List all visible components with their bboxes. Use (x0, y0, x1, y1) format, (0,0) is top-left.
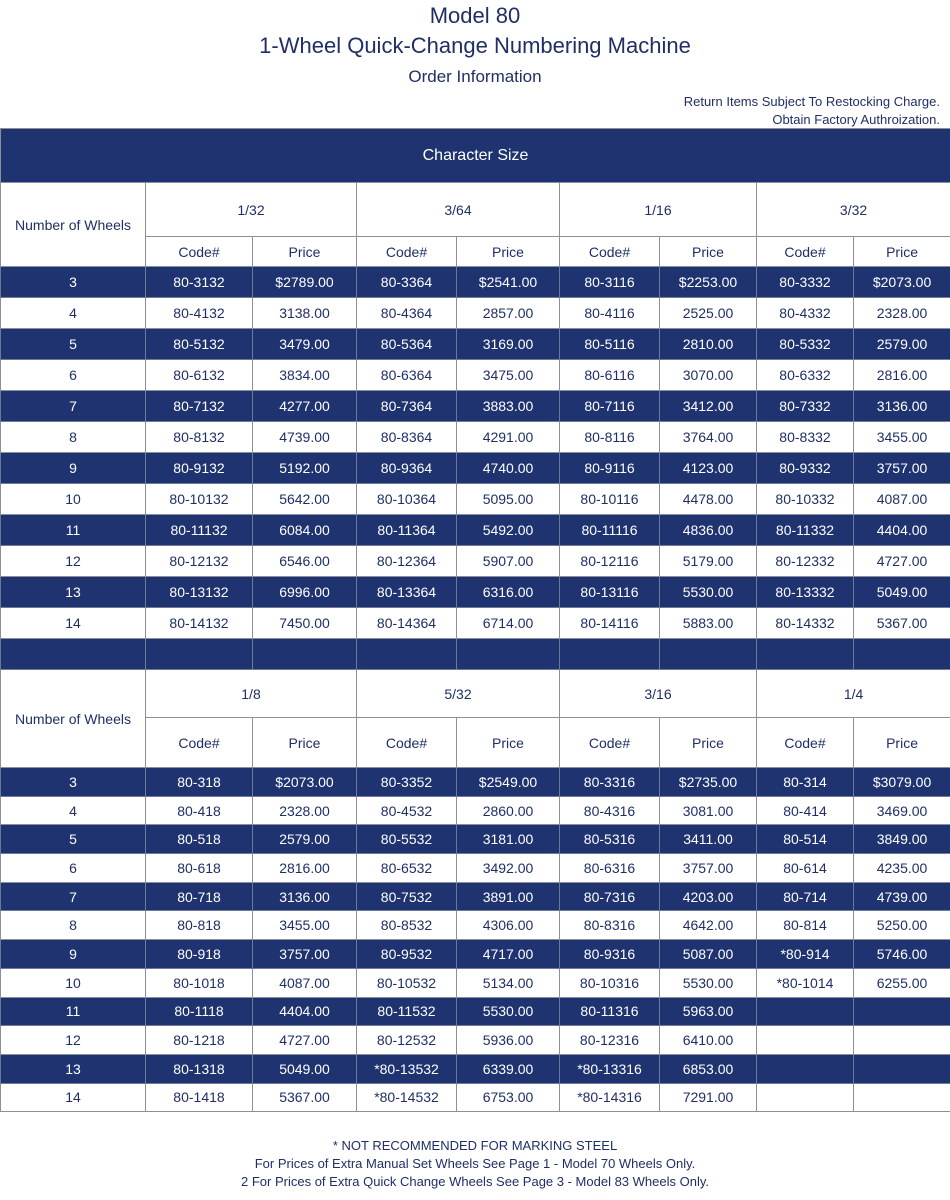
code-cell: 80-1318 (146, 1054, 253, 1083)
price-cell: 3070.00 (660, 360, 757, 391)
code-cell: 80-9132 (146, 453, 253, 484)
price-cell: 4404.00 (854, 515, 950, 546)
price-cell: 5492.00 (457, 515, 560, 546)
price-cell: $2073.00 (854, 267, 950, 298)
code-cell: 80-7132 (146, 391, 253, 422)
table-row (1, 608, 950, 639)
table-row (1, 577, 950, 608)
price-cell: 5530.00 (660, 577, 757, 608)
wheel-count-cell: 13 (1, 1054, 146, 1083)
restocking-notice: Return Items Subject To Restocking Charge. (683, 94, 940, 109)
code-cell: 80-6132 (146, 360, 253, 391)
code-cell: 80-514 (757, 825, 854, 854)
table-row (1, 484, 950, 515)
price-cell: $3079.00 (854, 768, 950, 797)
price-cell: 4739.00 (253, 422, 357, 453)
code-cell: 80-5116 (560, 329, 660, 360)
code-cell: 80-8532 (357, 911, 457, 940)
code-cell: 80-11532 (357, 997, 457, 1026)
character-size-label: 3/64 (357, 183, 560, 237)
price-column-header: Price (854, 237, 950, 267)
code-cell: 80-8332 (757, 422, 854, 453)
price-cell: 3849.00 (854, 825, 950, 854)
code-cell: 80-4316 (560, 796, 660, 825)
price-cell: 5883.00 (660, 608, 757, 639)
code-cell: 80-4364 (357, 298, 457, 329)
code-cell: 80-314 (757, 768, 854, 797)
code-cell: 80-7532 (357, 882, 457, 911)
section-divider-row (1, 639, 950, 670)
price-cell: 3757.00 (660, 854, 757, 883)
divider-cell (457, 639, 560, 670)
price-cell: 3757.00 (253, 940, 357, 969)
code-cell: 80-14332 (757, 608, 854, 639)
footnote-steel-warning: * NOT RECOMMENDED FOR MARKING STEEL (332, 1138, 618, 1153)
price-cell: 4739.00 (854, 882, 950, 911)
code-cell: 80-12116 (560, 546, 660, 577)
code-cell: 80-10132 (146, 484, 253, 515)
code-column-header: Code# (560, 237, 660, 267)
wheel-count-cell: 9 (1, 453, 146, 484)
price-cell: 6316.00 (457, 577, 560, 608)
price-column-header: Price (253, 237, 357, 267)
wheel-count-cell: 12 (1, 1026, 146, 1055)
code-cell: 80-6332 (757, 360, 854, 391)
price-cell: $2735.00 (660, 768, 757, 797)
table-row (1, 768, 950, 797)
code-cell: 80-8316 (560, 911, 660, 940)
code-cell: 80-518 (146, 825, 253, 854)
table-row (1, 796, 950, 825)
code-cell: 80-9316 (560, 940, 660, 969)
price-cell: 2328.00 (854, 298, 950, 329)
code-cell: 80-7116 (560, 391, 660, 422)
code-cell: 80-918 (146, 940, 253, 969)
code-cell: 80-10116 (560, 484, 660, 515)
code-cell: 80-418 (146, 796, 253, 825)
price-column-header: Price (660, 718, 757, 768)
price-cell: 4727.00 (253, 1026, 357, 1055)
wheel-count-cell: 14 (1, 1083, 146, 1112)
price-cell: 5049.00 (253, 1054, 357, 1083)
code-cell: 80-8364 (357, 422, 457, 453)
price-cell: 5049.00 (854, 577, 950, 608)
price-cell: 3883.00 (457, 391, 560, 422)
price-cell: 5530.00 (660, 968, 757, 997)
number-of-wheels-header: Number of Wheels (1, 183, 146, 267)
code-cell: 80-5132 (146, 329, 253, 360)
price-cell: 4740.00 (457, 453, 560, 484)
code-cell (757, 997, 854, 1026)
code-cell: 80-12132 (146, 546, 253, 577)
code-cell (757, 1054, 854, 1083)
character-size-label: 1/16 (560, 183, 757, 237)
code-cell: *80-13316 (560, 1054, 660, 1083)
code-cell (757, 1083, 854, 1112)
table-row (1, 391, 950, 422)
wheel-count-cell: 13 (1, 577, 146, 608)
code-cell: 80-1018 (146, 968, 253, 997)
price-cell: 4836.00 (660, 515, 757, 546)
code-column-header: Code# (357, 237, 457, 267)
divider-cell (854, 639, 950, 670)
price-cell (854, 1026, 950, 1055)
code-cell: 80-12532 (357, 1026, 457, 1055)
price-cell: 5134.00 (457, 968, 560, 997)
code-cell: 80-414 (757, 796, 854, 825)
divider-cell (560, 639, 660, 670)
price-cell: 6255.00 (854, 968, 950, 997)
code-cell: 80-4532 (357, 796, 457, 825)
price-cell: 6546.00 (253, 546, 357, 577)
code-cell: 80-3116 (560, 267, 660, 298)
divider-cell (757, 639, 854, 670)
code-cell: 80-4332 (757, 298, 854, 329)
price-column-header: Price (457, 718, 560, 768)
code-cell: 80-9532 (357, 940, 457, 969)
code-cell: 80-14116 (560, 608, 660, 639)
price-cell: 5179.00 (660, 546, 757, 577)
number-of-wheels-header: Number of Wheels (1, 670, 146, 768)
authorization-notice: Obtain Factory Authroization. (772, 112, 940, 127)
price-cell: 2579.00 (854, 329, 950, 360)
code-cell: 80-614 (757, 854, 854, 883)
code-cell: 80-7332 (757, 391, 854, 422)
price-cell: $2073.00 (253, 768, 357, 797)
page-subtitle: Order Information (408, 67, 542, 86)
price-cell: 3412.00 (660, 391, 757, 422)
price-cell: 4291.00 (457, 422, 560, 453)
size-header-row (1, 670, 950, 718)
size-header-row (1, 183, 950, 237)
price-cell: 4404.00 (253, 997, 357, 1026)
price-cell: $2549.00 (457, 768, 560, 797)
code-cell: 80-11132 (146, 515, 253, 546)
price-cell: 4203.00 (660, 882, 757, 911)
table-row (1, 940, 950, 969)
code-cell: 80-4132 (146, 298, 253, 329)
price-cell: 7291.00 (660, 1083, 757, 1112)
code-cell: 80-3352 (357, 768, 457, 797)
price-cell: 3181.00 (457, 825, 560, 854)
code-cell: 80-9364 (357, 453, 457, 484)
price-cell: 6714.00 (457, 608, 560, 639)
code-cell: 80-714 (757, 882, 854, 911)
price-cell: 4717.00 (457, 940, 560, 969)
code-column-header: Code# (146, 718, 253, 768)
price-cell: 4642.00 (660, 911, 757, 940)
wheel-count-cell: 4 (1, 796, 146, 825)
code-cell: 80-1118 (146, 997, 253, 1026)
table-row (1, 1026, 950, 1055)
code-cell: 80-3132 (146, 267, 253, 298)
wheel-count-cell: 5 (1, 329, 146, 360)
price-cell: 4123.00 (660, 453, 757, 484)
code-cell: *80-14532 (357, 1083, 457, 1112)
price-cell: 5963.00 (660, 997, 757, 1026)
table-row (1, 997, 950, 1026)
code-column-header: Code# (757, 718, 854, 768)
code-cell: 80-8116 (560, 422, 660, 453)
price-cell: 3455.00 (253, 911, 357, 940)
price-table (0, 128, 950, 1112)
code-cell: 80-618 (146, 854, 253, 883)
price-cell: 6996.00 (253, 577, 357, 608)
character-size-label: 3/32 (757, 183, 950, 237)
wheel-count-cell: 10 (1, 484, 146, 515)
code-cell: 80-3332 (757, 267, 854, 298)
price-column-header: Price (457, 237, 560, 267)
code-cell: 80-3364 (357, 267, 457, 298)
wheel-count-cell: 9 (1, 940, 146, 969)
table-row (1, 267, 950, 298)
code-column-header: Code# (560, 718, 660, 768)
table-row (1, 854, 950, 883)
wheel-count-cell: 5 (1, 825, 146, 854)
price-cell: 4727.00 (854, 546, 950, 577)
price-column-header: Price (660, 237, 757, 267)
price-cell: 2816.00 (854, 360, 950, 391)
table-row (1, 453, 950, 484)
price-cell: 5367.00 (253, 1083, 357, 1112)
divider-cell (1, 639, 146, 670)
price-cell: 4087.00 (854, 484, 950, 515)
table-row (1, 422, 950, 453)
code-cell: *80-14316 (560, 1083, 660, 1112)
code-cell: 80-12316 (560, 1026, 660, 1055)
price-cell: 5367.00 (854, 608, 950, 639)
price-cell: 4087.00 (253, 968, 357, 997)
price-cell: 6084.00 (253, 515, 357, 546)
code-cell: 80-3316 (560, 768, 660, 797)
wheel-count-cell: 3 (1, 267, 146, 298)
price-cell: $2253.00 (660, 267, 757, 298)
table-row (1, 1054, 950, 1083)
code-cell: 80-10316 (560, 968, 660, 997)
price-cell: 3469.00 (854, 796, 950, 825)
price-cell: 2525.00 (660, 298, 757, 329)
wheel-count-cell: 6 (1, 854, 146, 883)
table-row (1, 911, 950, 940)
price-cell: 3834.00 (253, 360, 357, 391)
code-column-header: Code# (357, 718, 457, 768)
code-cell: 80-11364 (357, 515, 457, 546)
code-cell: 80-13332 (757, 577, 854, 608)
wheel-count-cell: 8 (1, 422, 146, 453)
code-cell: *80-1014 (757, 968, 854, 997)
code-cell: 80-13364 (357, 577, 457, 608)
price-cell: 3081.00 (660, 796, 757, 825)
code-cell: 80-818 (146, 911, 253, 940)
wheel-count-cell: 7 (1, 391, 146, 422)
price-cell: 2816.00 (253, 854, 357, 883)
price-cell: 2860.00 (457, 796, 560, 825)
price-cell: 3757.00 (854, 453, 950, 484)
wheel-count-cell: 7 (1, 882, 146, 911)
price-cell: 3475.00 (457, 360, 560, 391)
divider-cell (146, 639, 253, 670)
code-cell: 80-9116 (560, 453, 660, 484)
price-cell: 3138.00 (253, 298, 357, 329)
divider-cell (357, 639, 457, 670)
price-column-header: Price (253, 718, 357, 768)
price-cell: 5087.00 (660, 940, 757, 969)
code-cell: 80-5364 (357, 329, 457, 360)
code-column-header: Code# (146, 237, 253, 267)
code-cell: *80-13532 (357, 1054, 457, 1083)
wheel-count-cell: 4 (1, 298, 146, 329)
price-cell: 6410.00 (660, 1026, 757, 1055)
table-row (1, 968, 950, 997)
code-cell: 80-6116 (560, 360, 660, 391)
code-cell: 80-11316 (560, 997, 660, 1026)
price-cell: 2579.00 (253, 825, 357, 854)
price-cell: 6853.00 (660, 1054, 757, 1083)
code-cell: 80-4116 (560, 298, 660, 329)
price-cell: 4478.00 (660, 484, 757, 515)
price-cell (854, 997, 950, 1026)
price-cell: 2857.00 (457, 298, 560, 329)
price-cell: 3492.00 (457, 854, 560, 883)
model-title: Model 80 (429, 3, 521, 28)
price-cell: 3136.00 (253, 882, 357, 911)
character-size-label: 3/16 (560, 670, 757, 718)
code-cell: 80-12332 (757, 546, 854, 577)
code-cell (757, 1026, 854, 1055)
code-cell: 80-6364 (357, 360, 457, 391)
code-cell: 80-7364 (357, 391, 457, 422)
price-cell: 5192.00 (253, 453, 357, 484)
price-cell: 3455.00 (854, 422, 950, 453)
price-column-header: Price (854, 718, 950, 768)
price-cell: 5907.00 (457, 546, 560, 577)
code-cell: 80-6532 (357, 854, 457, 883)
character-size-label: 1/4 (757, 670, 950, 718)
character-size-band (1, 129, 950, 183)
divider-cell (253, 639, 357, 670)
price-cell: 3891.00 (457, 882, 560, 911)
code-cell: 80-12364 (357, 546, 457, 577)
character-size-label: 1/32 (146, 183, 357, 237)
price-cell: 4306.00 (457, 911, 560, 940)
price-cell: $2541.00 (457, 267, 560, 298)
price-cell: 3479.00 (253, 329, 357, 360)
price-cell: 5936.00 (457, 1026, 560, 1055)
code-cell: 80-5316 (560, 825, 660, 854)
code-cell: 80-10332 (757, 484, 854, 515)
footnote-quick-change-wheels: 2 For Prices of Extra Quick Change Wheels See Page 3 - Model 83 Wheels Only. (241, 1174, 709, 1189)
wheel-count-cell: 14 (1, 608, 146, 639)
price-cell (854, 1083, 950, 1112)
code-cell: 80-8132 (146, 422, 253, 453)
code-cell: 80-1418 (146, 1083, 253, 1112)
table-row (1, 825, 950, 854)
price-cell: 6753.00 (457, 1083, 560, 1112)
code-cell: 80-13116 (560, 577, 660, 608)
price-cell: 7450.00 (253, 608, 357, 639)
price-cell: 5250.00 (854, 911, 950, 940)
wheel-count-cell: 10 (1, 968, 146, 997)
code-cell: 80-9332 (757, 453, 854, 484)
price-cell: 3764.00 (660, 422, 757, 453)
code-cell: 80-1218 (146, 1026, 253, 1055)
wheel-count-cell: 3 (1, 768, 146, 797)
code-cell: 80-6316 (560, 854, 660, 883)
price-cell: 2810.00 (660, 329, 757, 360)
price-cell: 3411.00 (660, 825, 757, 854)
code-cell: 80-10532 (357, 968, 457, 997)
character-size-label: 1/8 (146, 670, 357, 718)
wheel-count-cell: 11 (1, 997, 146, 1026)
code-cell: 80-814 (757, 911, 854, 940)
code-cell: 80-11116 (560, 515, 660, 546)
table-row (1, 515, 950, 546)
price-cell: $2789.00 (253, 267, 357, 298)
code-cell: 80-718 (146, 882, 253, 911)
price-cell: 5746.00 (854, 940, 950, 969)
footnote-manual-wheels: For Prices of Extra Manual Set Wheels See Page 1 - Model 70 Wheels Only. (254, 1156, 696, 1171)
price-cell: 5530.00 (457, 997, 560, 1026)
code-column-header: Code# (757, 237, 854, 267)
wheel-count-cell: 8 (1, 911, 146, 940)
price-cell (854, 1054, 950, 1083)
code-cell: 80-14132 (146, 608, 253, 639)
code-cell: *80-914 (757, 940, 854, 969)
price-cell: 5095.00 (457, 484, 560, 515)
table-row (1, 360, 950, 391)
table-row (1, 882, 950, 911)
wheel-count-cell: 12 (1, 546, 146, 577)
code-cell: 80-318 (146, 768, 253, 797)
code-cell: 80-7316 (560, 882, 660, 911)
price-cell: 2328.00 (253, 796, 357, 825)
code-cell: 80-14364 (357, 608, 457, 639)
table-row (1, 1083, 950, 1112)
code-cell: 80-13132 (146, 577, 253, 608)
character-size-label: 5/32 (357, 670, 560, 718)
price-cell: 4277.00 (253, 391, 357, 422)
table-row (1, 546, 950, 577)
table-row (1, 329, 950, 360)
price-cell: 4235.00 (854, 854, 950, 883)
wheel-count-cell: 11 (1, 515, 146, 546)
code-cell: 80-5332 (757, 329, 854, 360)
product-title: 1-Wheel Quick-Change Numbering Machine (259, 33, 691, 58)
code-cell: 80-5532 (357, 825, 457, 854)
price-cell: 3136.00 (854, 391, 950, 422)
price-cell: 3169.00 (457, 329, 560, 360)
wheel-count-cell: 6 (1, 360, 146, 391)
character-size-header: Character Size (1, 129, 950, 183)
code-cell: 80-10364 (357, 484, 457, 515)
price-cell: 6339.00 (457, 1054, 560, 1083)
divider-cell (660, 639, 757, 670)
table-row (1, 298, 950, 329)
price-cell: 5642.00 (253, 484, 357, 515)
code-cell: 80-11332 (757, 515, 854, 546)
